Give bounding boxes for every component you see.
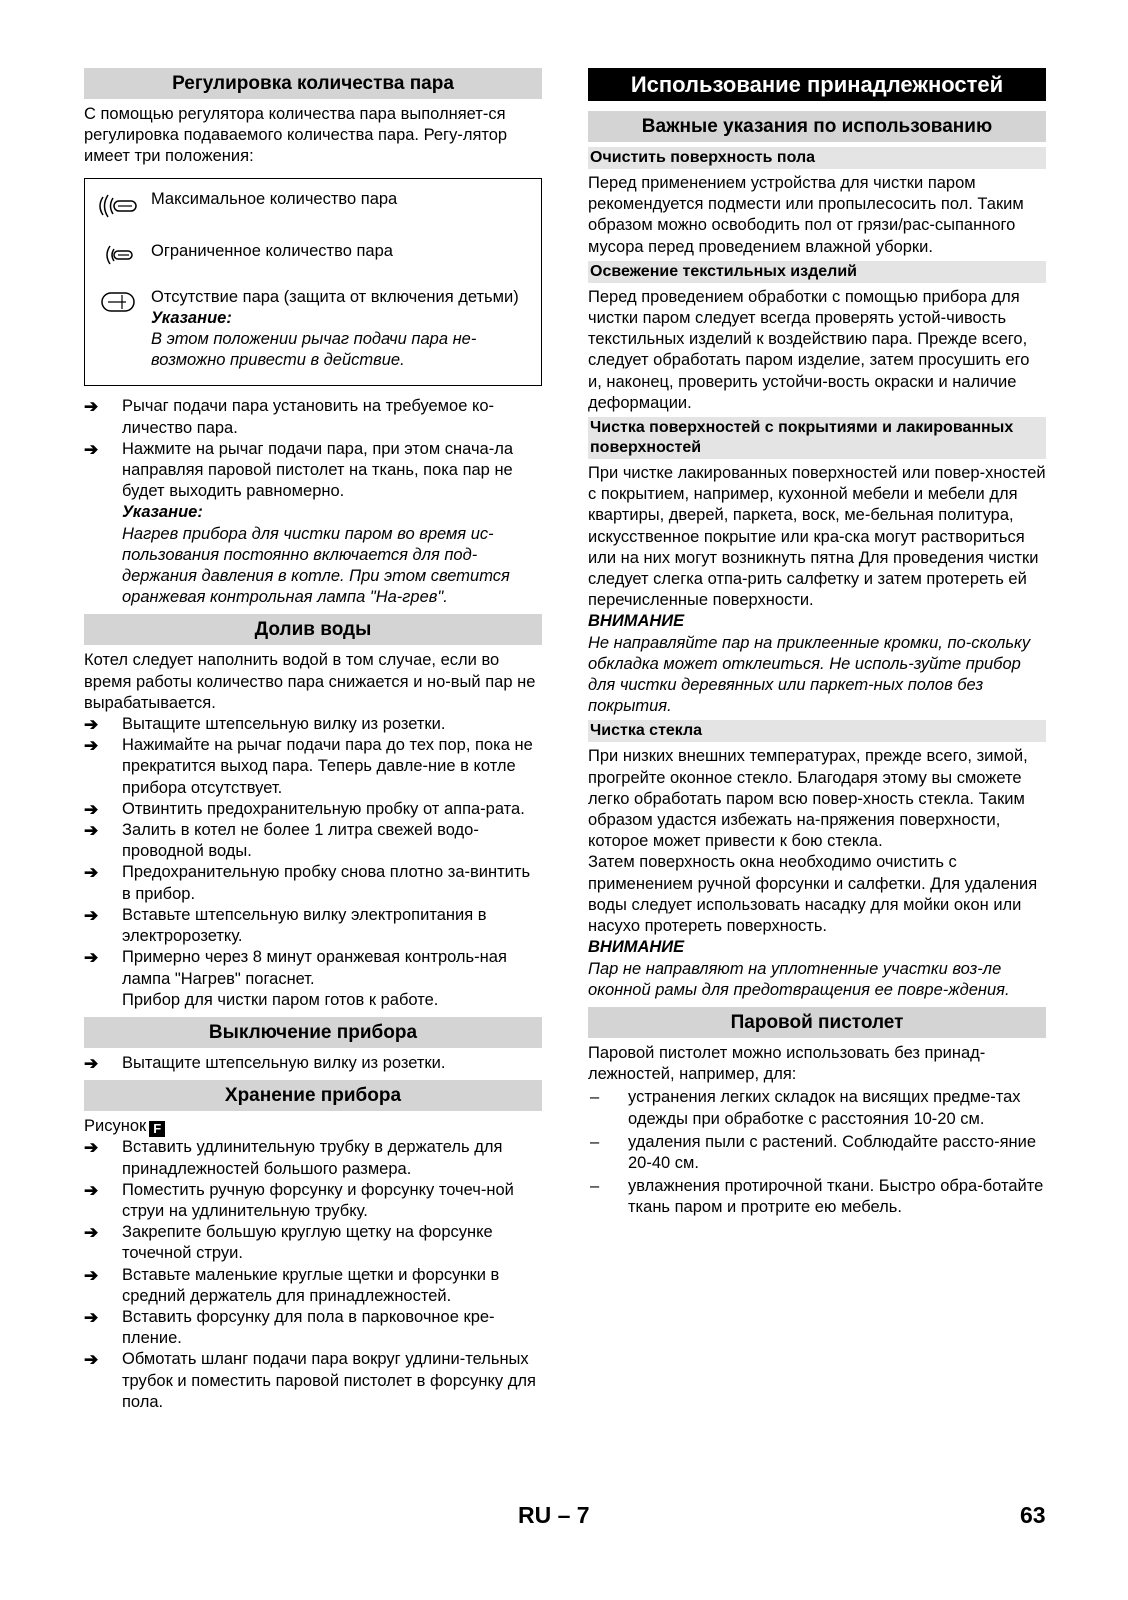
- footer-language-page: RU – 7: [518, 1502, 590, 1528]
- coated-text: При чистке лакированных поверхностей или повер-хностей с покрытием, например, кухонной мебели и мебели для квартиры, дверей, паркета, воск, ме-бельная политура, искусственное покрытие или кра-ска могут раствориться или на них могут возникнуть пятна Для проведения чистки следует слегка отпа-рить салфетку и затем протереть ей перечисленные поверхности.: [588, 464, 1046, 610]
- glass-warning-label: ВНИМАНИЕ: [588, 938, 685, 957]
- storage-figure-ref: [84, 1116, 542, 1137]
- steam-note-text: Нагрев прибора для чистки паром во время ис-пользования постоянно включается для под-держания давления в котле. При этом светится оранжевая контрольная лампа "На-грев".: [122, 524, 510, 607]
- list-item: Залить в котел не более 1 литра свежей водо-проводной воды.: [122, 821, 479, 861]
- position-limited: [85, 241, 533, 267]
- glass-text-2: Затем поверхность окна необходимо очистить с применением ручной форсунки и салфетки. Для удаления воды следует использовать насадку для мойки окон или насухо протереть поверхность.: [588, 853, 1038, 936]
- no-steam-icon: [85, 287, 151, 372]
- arrow-icon: ➔: [84, 1307, 99, 1327]
- arrow-icon: ➔: [84, 1223, 99, 1243]
- list-item: Вставьте маленькие круглые щетки и форсунки в средний держатель для принадлежностей.: [122, 1265, 500, 1305]
- water-ready-text: Прибор для чистки паром готов к работе.: [122, 990, 439, 1009]
- section-header-important: Важные указания по использованию: [588, 111, 1046, 142]
- glass-warning-text: Пар не направляют на уплотненные участки воз-ле оконной рамы для предотвращения ее повре-ждения.: [588, 959, 1010, 999]
- figure-label: Рисунок: [84, 1117, 147, 1136]
- position-max: [85, 189, 533, 221]
- coated-warning-label: ВНИМАНИЕ: [588, 612, 685, 631]
- coated-warning-text: Не направляйте пар на приклеенные кромки, по-скольку обкладка может отклеиться. Не исполь-зуйте прибор для чистки деревянных или паркет-ных полов без покрытия.: [588, 633, 1031, 716]
- arrow-icon: ➔: [84, 439, 99, 459]
- subheader-floor: Очистить поверхность пола: [588, 147, 1046, 169]
- section-header-steam-regulation: Регулировка количества пара: [84, 68, 542, 99]
- arrow-icon: ➔: [84, 1180, 99, 1200]
- section-header-steam-gun: Паровой пистолет: [588, 1007, 1046, 1038]
- list-item: Вставить удлинительную трубку в держатель для принадлежностей большого размера.: [122, 1138, 503, 1178]
- list-item: Нажмите на рычаг подачи пара, при этом снача-ла направляя паровой пистолет на ткань, пока пар не будет выходить равномерно.: [122, 439, 514, 501]
- max-steam-icon: [85, 189, 151, 221]
- arrow-icon: ➔: [84, 905, 99, 925]
- list-item: Закрепите большую круглую щетку на форсунке точечной струи.: [122, 1223, 493, 1263]
- water-steps: [84, 714, 542, 1011]
- arrow-icon: ➔: [84, 863, 99, 883]
- list-item: Поместить ручную форсунку и форсунку точеч-ной струи на удлинительную трубку.: [122, 1180, 514, 1220]
- arrow-icon: ➔: [84, 715, 99, 735]
- dash-marker: –: [590, 1132, 600, 1151]
- left-column: [84, 68, 542, 1413]
- steam-note-label: Указание:: [122, 503, 203, 522]
- dash-marker: –: [590, 1177, 600, 1196]
- list-item: Примерно через 8 минут оранжевая контроль-ная лампа "Нагрев" погаснет.: [122, 948, 507, 988]
- steam-intro: С помощью регулятора количества пара выполняет-ся регулировка подаваемого количества пара. Регу-лятор имеет три положения:: [84, 105, 508, 166]
- box-note-text: В этом положении рычаг подачи пара не-возможно привести в действие.: [151, 330, 477, 370]
- list-item: Нажимайте на рычаг подачи пара до тех пор, пока не прекратится выход пара. Теперь давле-ние в котле прибора отсутствует.: [122, 736, 533, 797]
- textile-text: Перед проведением обработки с помощью прибора для чистки паром следует всегда проверять устой-чивость текстильных изделий к воздействию пара. Прежде всего, следует обработать паром изделие, затем просушить его и, наконец, проверить устойчи-вость окраски и наличие деформации.: [588, 287, 1030, 412]
- list-item: Отвинтить предохранительную пробку от аппа-рата.: [122, 799, 525, 818]
- list-item: Вставить форсунку для пола в парковочное кре-пление.: [122, 1307, 495, 1348]
- footer-page-number: 63: [1020, 1502, 1046, 1528]
- subheader-textile: Освежение текстильных изделий: [588, 261, 1046, 283]
- steam-steps: [84, 396, 542, 608]
- position-none: [85, 287, 533, 372]
- figure-letter-badge: F: [149, 1121, 165, 1137]
- section-header-water: Долив воды: [84, 614, 542, 645]
- list-item: Вытащите штепсельную вилку из розетки.: [122, 1053, 446, 1072]
- gun-items: [588, 1087, 1046, 1218]
- gun-intro: Паровой пистолет можно использовать без принад-лежностей, например, для:: [588, 1043, 986, 1084]
- water-intro: Котел следует наполнить водой в том случае, если во время работы количество пара снижается и но-вый пар не вырабатывается.: [84, 651, 536, 712]
- main-section-header: Использование принадлежностей: [588, 68, 1046, 101]
- steam-positions-box: [84, 178, 542, 387]
- off-steps: [84, 1053, 542, 1074]
- storage-steps: [84, 1137, 542, 1413]
- arrow-icon: ➔: [84, 397, 99, 417]
- position-limited-label: Ограниченное количество пара: [151, 241, 393, 260]
- dash-marker: –: [590, 1088, 600, 1107]
- section-header-off: Выключение прибора: [84, 1017, 542, 1048]
- list-item: удаления пыли с растений. Соблюдайте рассто-яние 20-40 см.: [628, 1132, 1037, 1172]
- arrow-icon: ➔: [84, 1053, 99, 1073]
- arrow-icon: ➔: [84, 1138, 99, 1158]
- list-item: Вставьте штепсельную вилку электропитания в электророзетку.: [122, 905, 487, 946]
- arrow-icon: ➔: [84, 799, 99, 819]
- subheader-coated: Чистка поверхностей с покрытиями и лакированных поверхностей: [588, 417, 1046, 459]
- limited-steam-icon: [85, 241, 151, 267]
- list-item: устранения легких складок на висящих предме-тах одежды при обработке с расстояния 10-20 см.: [628, 1088, 1021, 1128]
- arrow-icon: ➔: [84, 736, 99, 756]
- right-column: [588, 68, 1046, 1219]
- position-none-label: Отсутствие пара (защита от включения детьми): [151, 287, 519, 306]
- subheader-glass: Чистка стекла: [588, 720, 1046, 742]
- arrow-icon: ➔: [84, 1350, 99, 1370]
- section-header-storage: Хранение прибора: [84, 1080, 542, 1111]
- arrow-icon: ➔: [84, 821, 99, 841]
- position-max-label: Максимальное количество пара: [151, 189, 398, 208]
- list-item: увлажнения протирочной ткани. Быстро обра-ботайте ткань паром и протрите ею мебель.: [628, 1177, 1044, 1217]
- list-item: Предохранительную пробку снова плотно за-винтить в прибор.: [122, 863, 531, 903]
- floor-text: Перед применением устройства для чистки паром рекомендуется подмести или пропылесосить пол. Таким образом можно освободить пол от грязи/рас-сыпанного мусора перед проведением влажной уборки.: [588, 174, 1024, 256]
- glass-text-1: При низких внешних температурах, прежде всего, зимой, прогрейте оконное стекло. Благодаря этому вы сможете легко обработать паром всю повер-хность стекла. Таким образом удастся избежать на-пряжения поверхности, которое может привести к бою стекла.: [588, 747, 1028, 851]
- arrow-icon: ➔: [84, 948, 99, 968]
- box-note-label: Указание:: [151, 308, 232, 327]
- list-item: Рычаг подачи пара установить на требуемое ко-личество пара.: [122, 397, 495, 437]
- list-item: Обмотать шланг подачи пара вокруг удлини-тельных трубок и поместить паровой пистолет в форсунку для пола.: [122, 1350, 536, 1411]
- arrow-icon: ➔: [84, 1265, 99, 1285]
- list-item: Вытащите штепсельную вилку из розетки.: [122, 715, 446, 734]
